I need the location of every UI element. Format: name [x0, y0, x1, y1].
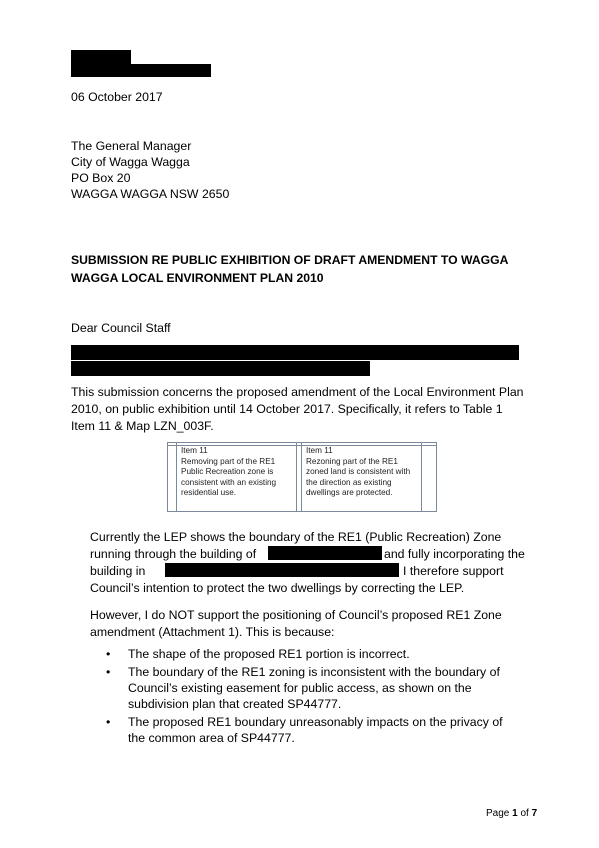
table-cell-line: consistent with an existing — [181, 477, 277, 487]
intro-line: This submission concerns the proposed amendment of the Local Environment Plan — [71, 385, 524, 399]
list-item-line: subdivision plan that created SP44777. — [128, 697, 342, 711]
paragraph-line: Currently the LEP shows the boundary of the RE1 (Public Recreation) Zone — [90, 530, 502, 544]
page-number: 1 — [512, 808, 518, 819]
list-item — [106, 646, 503, 662]
list-item-line: The boundary of the RE1 zoning is inconsistent with the boundary of — [128, 665, 500, 679]
bullet-glyph: • — [106, 715, 111, 729]
paragraph-line: and fully incorporating the — [384, 547, 525, 561]
redacted-opening-line — [71, 345, 519, 360]
subject-line: WAGGA LOCAL ENVIRONMENT PLAN 2010 — [71, 271, 324, 285]
table-divider — [421, 443, 422, 511]
table-cell-line: zoned land is consistent with — [306, 467, 411, 476]
paragraph-line: amendment (Attachment 1). This is because: — [90, 625, 335, 639]
list-item-line: The shape of the proposed RE1 portion is incorrect. — [128, 647, 410, 661]
page-word: Page — [486, 808, 510, 819]
redacted-sender-name — [71, 50, 131, 64]
list-item-line: The proposed RE1 boundary unreasonably impacts on the privacy of — [128, 715, 503, 729]
table-cell-line: dwellings are protected. — [306, 488, 393, 497]
list-item-line: Council’s existing easement for public access, as shown on the — [128, 681, 472, 695]
bullet-glyph: • — [106, 647, 111, 661]
table-divider — [296, 443, 297, 511]
bullet-glyph: • — [106, 665, 111, 679]
redacted-sender-address — [71, 64, 211, 77]
list-item — [106, 714, 503, 746]
table-cell-col2 — [306, 446, 410, 499]
page-footer — [486, 808, 537, 819]
letter-date: 06 October 2017 — [71, 90, 163, 104]
table-cell-line: Public Recreation zone is — [181, 467, 274, 476]
paragraph-line: Council’s intention to protect the two dwellings by correcting the LEP. — [90, 581, 465, 595]
recipient-line: PO Box 20 — [71, 171, 131, 185]
intro-line: 2010, on public exhibition until 14 October 2017. Specifically, it refers to Table 1 — [71, 402, 503, 416]
of-word: of — [520, 808, 529, 819]
paragraph-line: running through the building of — [90, 547, 257, 561]
table-divider — [176, 443, 177, 511]
table-cell-heading: Item 11 — [306, 446, 333, 455]
recipient-line: City of Wagga Wagga — [71, 155, 190, 169]
redacted-building-name — [268, 546, 382, 560]
recipient-line: The General Manager — [71, 139, 192, 153]
objection-reasons-list — [106, 646, 503, 748]
redacted-building-location — [165, 563, 399, 577]
item-11-table — [167, 442, 437, 512]
subject-line: SUBMISSION RE PUBLIC EXHIBITION OF DRAFT AMENDMENT TO WAGGA — [71, 253, 509, 267]
page-total: 7 — [531, 808, 538, 819]
table-cell-heading: Item 11 — [181, 446, 208, 455]
paragraph-line: However, I do NOT support the positioning of Council’s proposed RE1 Zone — [90, 608, 502, 622]
list-item-line: the common area of SP44777. — [128, 731, 295, 745]
list-item — [106, 664, 503, 712]
table-cell-col1 — [181, 446, 276, 499]
table-cell-line: Rezoning part of the RE1 — [306, 456, 398, 466]
table-cell-line: Removing part of the RE1 — [181, 456, 276, 466]
table-cell-line: the direction as existing — [306, 477, 392, 487]
intro-line: Item 11 & Map LZN_003F. — [71, 419, 214, 433]
recipient-line: WAGGA WAGGA NSW 2650 — [71, 187, 230, 201]
paragraph-line: building in — [90, 564, 146, 578]
redacted-opening-line — [71, 361, 370, 376]
table-cell-line: residential use. — [181, 488, 237, 497]
paragraph-line: I therefore support — [403, 564, 504, 578]
table-divider — [301, 443, 302, 511]
salutation: Dear Council Staff — [71, 321, 171, 335]
